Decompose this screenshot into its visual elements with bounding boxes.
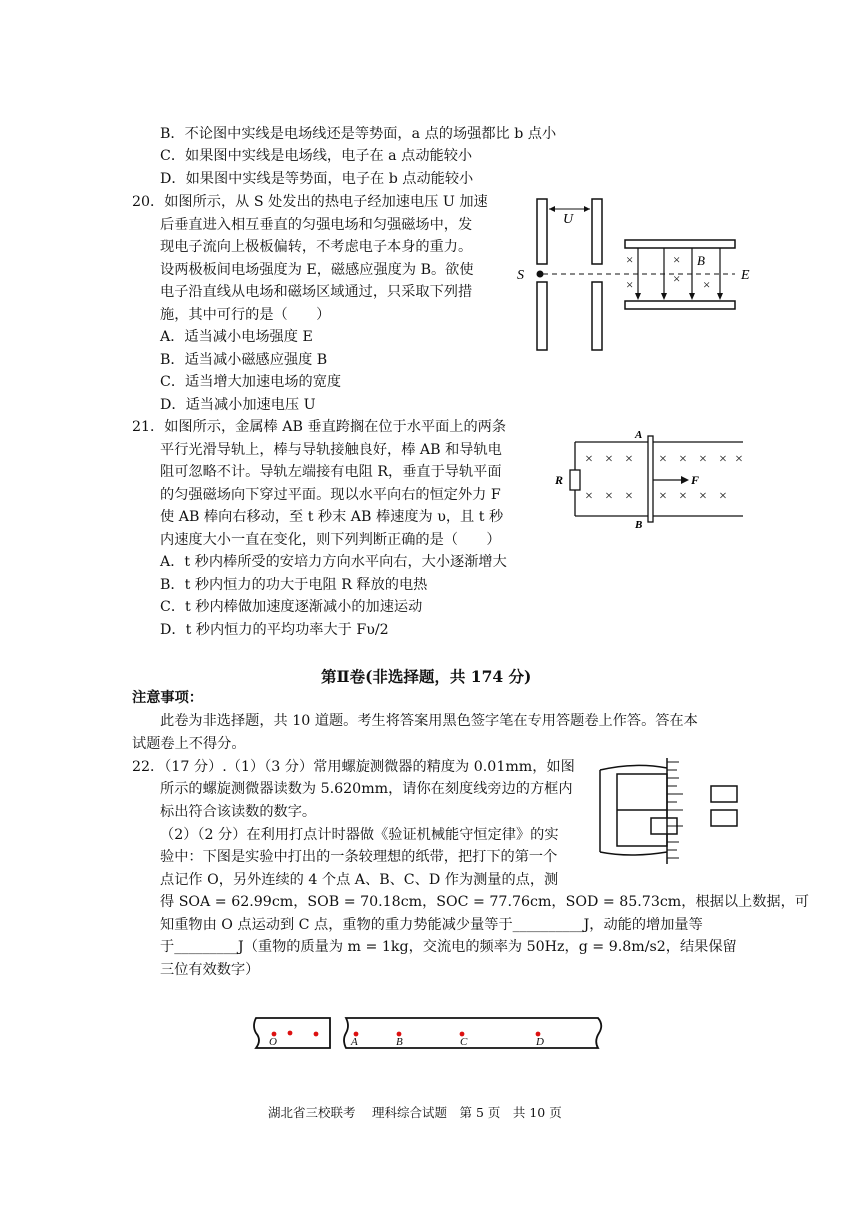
q20-option-c: C．适当增大加速电场的宽度 — [160, 374, 342, 390]
svg-text:×: × — [703, 277, 711, 292]
q22-line: 知重物由 O 点运动到 C 点，重物的重力势能减少量等于__________J，动能的增加量等 — [160, 917, 703, 933]
q20-stem-line: 施，其中可行的是（ ） — [160, 307, 331, 323]
q20-stem-line: 设两极板间电场强度为 E，磁感应强度为 B。欲使 — [160, 262, 474, 278]
tape-label-b: B — [396, 1036, 403, 1048]
svg-text:×: × — [625, 452, 633, 467]
label-r: R — [555, 473, 564, 487]
q19-option-b: B．不论图中实线是电场线还是等势面，a 点的场强都比 b 点小 — [160, 126, 557, 142]
notice-line: 试题卷上不得分。 — [132, 736, 246, 752]
q21-option-b: B．t 秒内恒力的功大于电阻 R 释放的电热 — [160, 577, 428, 593]
paper-tape-figure — [252, 1012, 604, 1054]
svg-text:×: × — [699, 452, 707, 467]
notice-label: 注意事项： — [132, 690, 203, 706]
label-rod-b: B — [635, 519, 643, 530]
q22-line: 于_________J（重物的质量为 m = 1kg，交流电的频率为 50Hz，g = 9.8m/s2，结果保留 — [160, 939, 737, 955]
q22-part1-line: 22．（17 分）.（1）（3 分）常用螺旋测微器的精度为 0.01mm，如图 — [132, 759, 575, 775]
svg-text:×: × — [735, 452, 743, 467]
q21-stem-line: 平行光滑导轨上，棒与导轨接触良好，棒 AB 和导轨电 — [160, 442, 502, 458]
q19-option-c: C．如果图中实线是电场线，电子在 a 点动能较小 — [160, 148, 473, 164]
q21-stem-line: 21．如图所示，金属棒 AB 垂直跨搁在位于水平面上的两条 — [132, 419, 507, 435]
micrometer-figure — [595, 752, 750, 867]
q20-stem-line: 现电子流向上极板偏转，不考虑电子本身的重力。 — [160, 239, 473, 255]
label-s: S — [517, 268, 524, 283]
svg-text:×: × — [719, 489, 727, 504]
svg-text:×: × — [673, 271, 681, 286]
q21-stem-line: 使 AB 棒向右移动，至 t 秒末 AB 棒速度为 υ，且 t 秒 — [160, 509, 504, 525]
notice-line: 此卷为非选择题，共 10 道题。考生将答案用黑色签字笔在专用答题卷上作答。答在本 — [160, 713, 698, 729]
q20-stem-line: 20．如图所示，从 S 处发出的热电子经加速电压 U 加速 — [132, 194, 488, 210]
svg-text:×: × — [625, 489, 633, 504]
svg-text:×: × — [719, 452, 727, 467]
label-b: B — [697, 253, 705, 268]
page-footer: 湖北省三校联考 理科综合试题 第 5 页 共 10 页 — [268, 1105, 562, 1120]
svg-text:×: × — [673, 252, 681, 267]
q20-stem-line: 电子沿直线从电场和磁场区域通过，只采取下列措 — [160, 284, 473, 300]
q22-part2-line: 验中：下图是实验中打出的一条较理想的纸带，把打下的第一个 — [160, 849, 558, 865]
q21-option-d: D．t 秒内恒力的平均功率大于 Fυ/2 — [160, 622, 389, 638]
section-title: 第Ⅱ卷(非选择题，共 174 分) — [321, 667, 532, 686]
q22-part1-line: 所示的螺旋测微器读数为 5.620mm，请你在刻度线旁边的方框内 — [160, 781, 573, 797]
svg-text:×: × — [585, 489, 593, 504]
svg-text:×: × — [626, 277, 634, 292]
q21-stem-line: 内速度大小一直在变化，则下列判断正确的是（ ） — [160, 532, 501, 548]
q20-option-a: A．适当减小电场强度 E — [160, 329, 313, 345]
label-u: U — [563, 212, 574, 227]
tape-label-d: D — [536, 1036, 544, 1048]
q20-option-b: B．适当减小磁感应强度 B — [160, 352, 328, 368]
q22-part2-line: （2）（2 分）在利用打点计时器做《验证机械能守恒定律》的实 — [160, 827, 559, 843]
svg-text:×: × — [659, 489, 667, 504]
q21-stem-line: 的匀强磁场向下穿过平面。现以水平向右的恒定外力 F — [160, 487, 501, 503]
rail-rod-figure — [553, 428, 753, 530]
q22-part2-line: 点记作 O，另外连续的 4 个点 A、B、C、D 作为测量的点，测 — [160, 872, 559, 888]
label-f: F — [691, 473, 700, 487]
q19-option-d: D．如果图中实线是等势面，电子在 b 点动能较小 — [160, 171, 474, 187]
svg-text:×: × — [659, 452, 667, 467]
tape-label-c: C — [460, 1036, 468, 1048]
svg-text:×: × — [605, 489, 613, 504]
q21-option-c: C．t 秒内棒做加速度逐渐减小的加速运动 — [160, 599, 423, 615]
tape-label-a: A — [351, 1036, 358, 1048]
q22-line: 三位有效数字） — [160, 962, 260, 978]
svg-text:×: × — [605, 452, 613, 467]
label-a: A — [635, 429, 643, 441]
svg-text:×: × — [699, 489, 707, 504]
q21-option-a: A．t 秒内棒所受的安培力方向水平向右，大小逐渐增大 — [160, 554, 507, 570]
tape-label-o: O — [269, 1036, 277, 1048]
q21-stem-line: 阻可忽略不计。导轨左端接有电阻 R，垂直于导轨平面 — [160, 464, 502, 480]
label-e: E — [741, 268, 750, 283]
q22-part1-line: 标出符合该读数的数字。 — [160, 804, 317, 820]
q20-stem-line: 后垂直进入相互垂直的匀强电场和匀强磁场中，发 — [160, 217, 473, 233]
svg-text:×: × — [585, 452, 593, 467]
velocity-selector-figure — [505, 190, 755, 360]
q20-option-d: D．适当减小加速电压 U — [160, 397, 316, 413]
svg-text:×: × — [679, 489, 687, 504]
svg-text:×: × — [679, 452, 687, 467]
svg-text:×: × — [626, 252, 634, 267]
q22-line: 得 SOA = 62.99cm，SOB = 70.18cm，SOC = 77.76cm，SOD = 85.73cm，根据以上数据，可 — [160, 894, 809, 910]
